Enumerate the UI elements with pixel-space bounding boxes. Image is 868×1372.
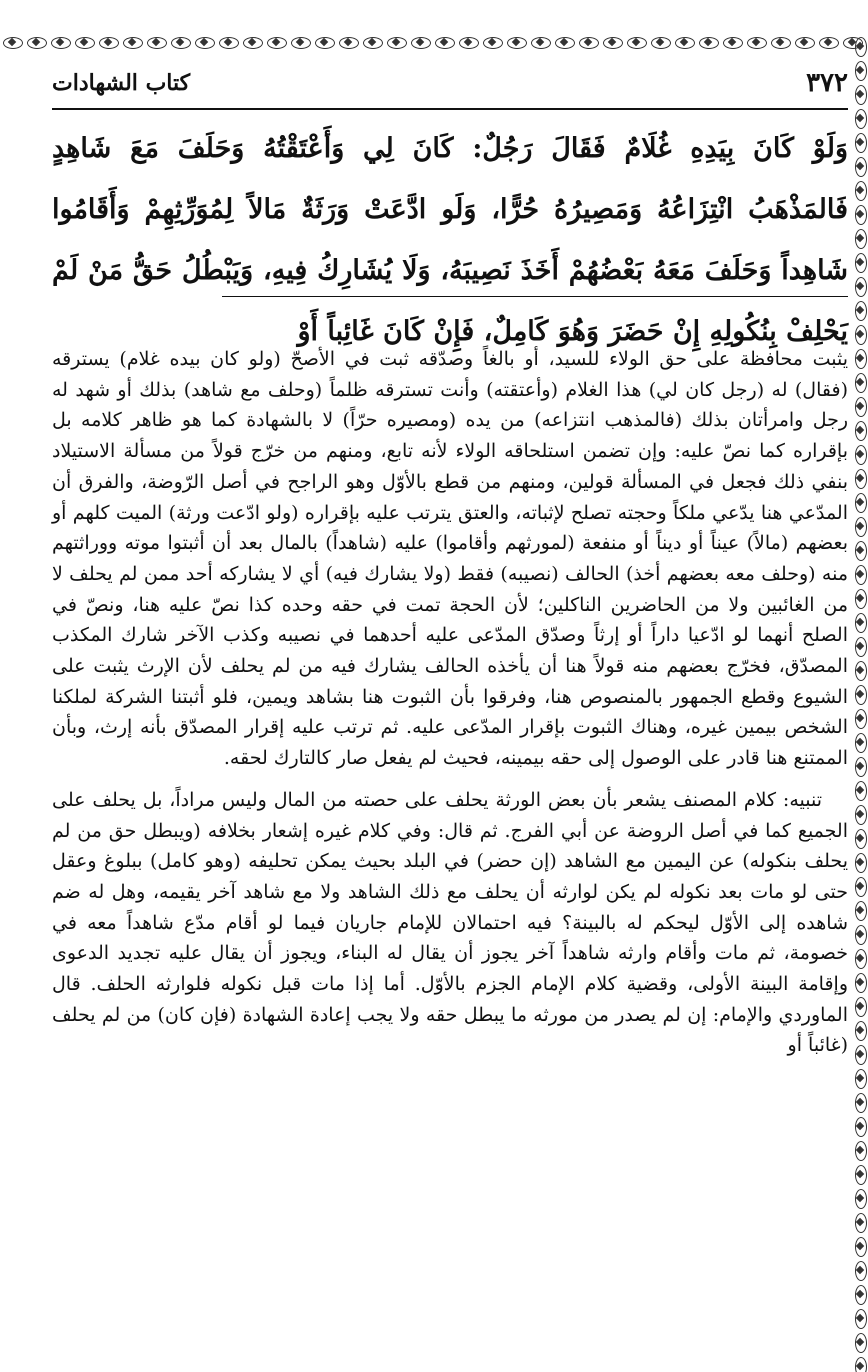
side-ornamental-border [852,34,868,1372]
matn-divider [222,296,848,297]
commentary-paragraph: يثبت محافظة على حق الولاء للسيد، أو بالغاً وصدّقه ثبت في الأصحّ (ولو كان بيده غلام) يسترقه (فقال) له (رجل كان لي) هذا الغلام (وأعتقته) وأنت تسترقه ظلماً (وحلف مع شاهد) بذلك أو شهد له رجل وامرأتان بذلك (فالمذهب انتزاعه) من يده (ومصيره حرّاً) لا بالشهادة كما هو ظاهر كلامه بل بإقراره كما نصّ عليه: وإن تضمن استلحاقه الولاء لأنه تابع، ومنهم من خرّج قولاً من مسألة الاستيلاد بنفي ذلك فجعل في المسألة قولين، ومنهم من قطع بالأوّل وهو الراجح في أصل الرّوضة، والفرق أن المدّعي هنا يدّعي ملكاً وحجته تصلح لإثباته، والعتق يترتب عليه بإقراره (ولو ادّعت ورثة) الميت كلهم أو بعضهم (مالاً) عيناً أو ديناً أو منفعة (لمورثهم وأقاموا) عليه (شاهداً) بالمال بعد أن أثبتوا موته ووراثتهم منه (وحلف معه بعضهم أخذ) الحالف (نصيبه) فقط (ولا يشارك فيه) أي لا يشاركه أحد ممن لم يحلف لا من الغائبين ولا من الحاضرين الناكلين؛ لأن الحجة تمت في حقه وحده كذا نصّ عليه هنا، ونصّ في الصلح أنهما لو ادّعيا داراً أو إرثاً وصدّق المدّعى عليه أحدهما في نصيبه وكذب الآخر شارك المكذب المصدّق، فخرّج بعضهم منه قولاً هنا أن يأخذه الحالف يشارك فيه من لم يحلف لأن الإرث يثبت على الشيوع وقطع الجمهور بالمنصوص هنا، وفرقوا بأن الثبوت هنا بشاهد ويمين، فلو أثبتنا الشركة لملكنا الشخص بيمين غيره، وهناك الثبوت بإقرار المدّعى عليه. ثم ترتب عليه إقرار المصدّق بأنه إرث، وبأن الممتنع هنا قادر على الوصول إلى حقه بيمينه، فحيث لم يفعل صار كالتارك لحقه. [52,348,848,770]
page-header [52,58,848,110]
page-number: ٣٧٢ [806,68,848,98]
commentary-note-paragraph: تنبيه: كلام المصنف يشعر بأن بعض الورثة يحلف على حصته من المال وليس مراداً، بل يحلف على الجميع كما في أصل الروضة عن أبي الفرج. ثم قال: وفي كلام غيره إشعار بخلافه (ويبطل حق من لم يحلف بنكوله) عن اليمين مع الشاهد (إن حضر) في البلد بحيث يمكن تحليفه (وهو كامل) ببلوغ وعقل حتى لو مات بعد نكوله لم يكن لوارثه أن يحلف مع ذلك الشاهد ولا مع شاهد آخر يقيمه، وهل له ضم شاهده إلى الأوّل ليحكم له بالبينة؟ فيه احتمالان للإمام جاريان فيما لو أقام مدّع شاهداً معه في خصومة، ثم مات وأقام وارثه شاهداً آخر يجوز أن يقال له البناء، ويجوز أن يقال عليه تجديد الدعوى وإقامة البينة الأولى، وقضية كلام الإمام الجزم بالأوّل. أما إذا مات قبل نكوله فلوارثه الحلف. قال الماوردي والإمام: إن لم يصدر من مورثه ما يبطل حقه ولا يجب إعادة الشهادة (فإن كان) من لم يحلف (غائباً أو [52,788,848,1057]
commentary-text [52,344,848,1061]
top-ornamental-border [0,34,868,50]
running-title: كتاب الشهادات [52,70,191,96]
matn-text: وَلَوْ كَانَ بِيَدِهِ غُلَامٌ فَقَالَ رَجُلٌ: كَانَ لِي وَأَعْتَقْتُهُ وَحَلَفَ مَعَ شَاهِدٍ فَالمَذْهَبُ انْتِزَاعُهُ وَمَصِيرُهُ حُرًّا، وَلَو ادَّعَتْ وَرَثَةٌ مَالاً لِمُوَرِّثِهِمْ وَأَقَامُوا شَاهِداً وَحَلَفَ مَعَهُ بَعْضُهُمْ أَخَذَ نَصِيبَهُ، وَلَا يُشَارِكُ فِيهِ، وَيَبْطُلُ حَقُّ مَنْ لَمْ يَحْلِفْ بِنُكُولِهِ إِنْ حَضَرَ وَهُوَ كَامِلٌ، فَإِنْ كَانَ غَائِباً أَوْ [52,133,848,347]
